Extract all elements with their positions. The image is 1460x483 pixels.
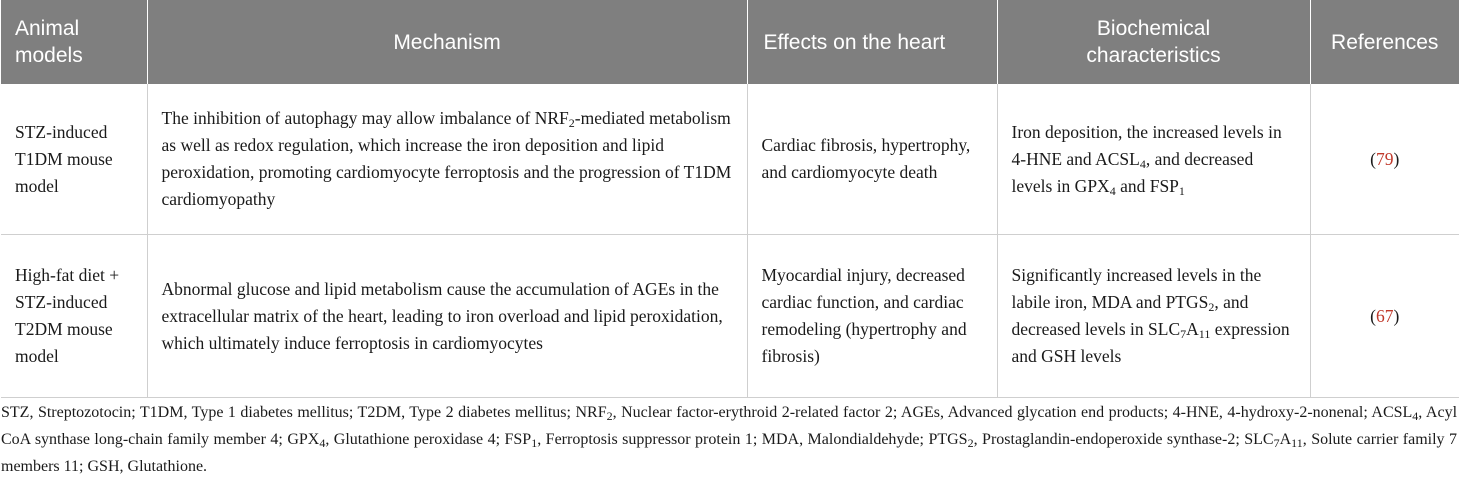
cell-biochemical: Iron deposition, the increased levels in 4-HNE and $ACSL_4$, and decreased levels in $GPX_4$ and $FSP_1$ (997, 84, 1310, 235)
reference-link[interactable]: 67 (1376, 305, 1394, 326)
cell-effects: Myocardial injury, decreased cardiac function, and cardiac remodeling (hypertrophy and fibrosis) (747, 235, 997, 398)
table-row (1, 235, 1459, 398)
table-header (1, 0, 1459, 84)
table-row (1, 84, 1459, 235)
header-effects: Effects on the heart (747, 0, 997, 84)
data-table (1, 0, 1459, 398)
header-row (1, 0, 1459, 84)
cell-effects: Cardiac fibrosis, hypertrophy, and cardiomyocyte death (747, 84, 997, 235)
table-footnote: STZ, Streptozotocin; T1DM, Type 1 diabetes mellitus; T2DM, Type 2 diabetes mellitus; $NRF_2$, Nuclear factor-erythroid 2-related factor 2; AGEs, Advanced glycation end products; 4-HNE, 4-hydroxy-2-nonenal; $ACSL_4$, Acyl CoA synthase long-chain family member 4; $GPX_4$, Glutathione peroxidase 4; $FSP_1$, Ferroptosis suppressor protein 1; MDA, Malondialdehyde; $PTGS_2$, Prostaglandin-endoperoxide synthase-2; $SLC_7A_{11}$, Solute carrier family 7 members 11; GSH, Glutathione. (1, 404, 1458, 475)
header-mechanism: Mechanism (147, 0, 747, 84)
cell-biochemical: Significantly increased levels in the labile iron, MDA and $PTGS_2$, and decreased levels in $SLC_7A_{11}$ expression and GSH levels (997, 235, 1310, 398)
header-references: References (1310, 0, 1459, 84)
cell-reference: (79) (1310, 84, 1459, 235)
cell-reference: (67) (1310, 235, 1459, 398)
cell-animal-model: High-fat diet + STZ-induced T2DM mouse model (1, 235, 147, 398)
reference-link[interactable]: 79 (1376, 148, 1394, 169)
cell-mechanism: The inhibition of autophagy may allow imbalance of $NRF_2$-mediated metabolism as well as redox regulation, which increase the iron deposition and lipid peroxidation, promoting cardiomyocyte ferroptosis and the progression of T1DM cardiomyopathy (147, 84, 747, 235)
cell-mechanism: Abnormal glucose and lipid metabolism cause the accumulation of AGEs in the extracellular matrix of the heart, leading to iron overload and lipid peroxidation, which ultimately induce ferroptosis in cardiomyocytes (147, 235, 747, 398)
header-biochemical: Biochemical characteristics (997, 0, 1310, 84)
header-animal-models: Animal models (1, 0, 147, 84)
cell-animal-model: STZ-induced T1DM mouse model (1, 84, 147, 235)
